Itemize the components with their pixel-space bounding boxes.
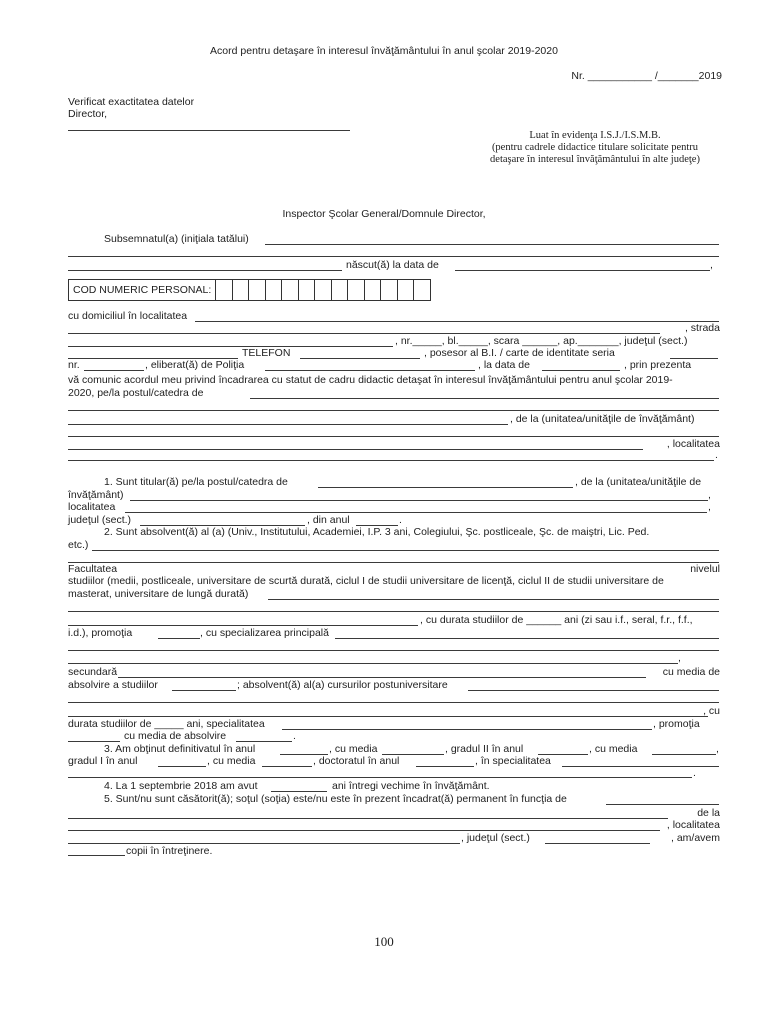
secundara-label: secundară: [68, 666, 118, 678]
doctorate-year-field[interactable]: [416, 766, 474, 767]
promotia2-label: , promoţia: [653, 718, 700, 730]
id-number-field[interactable]: [84, 370, 144, 371]
promotion-field[interactable]: [158, 638, 200, 639]
s3-grad1-label: gradul I în anul: [68, 755, 138, 767]
cnp-box[interactable]: [398, 279, 415, 301]
s3-grad2-label: , gradul II în anul: [445, 743, 524, 755]
nivelul-label: nivelul: [690, 563, 720, 575]
name-continued-field[interactable]: [68, 256, 719, 257]
section1-localitatea-label: localitatea: [68, 501, 116, 513]
acord-text-1: vă comunic acordul meu privind încadrarea cu statut de cadru didactic detaşat în interesul învăţământului pentru anul şcolar 2019-: [68, 374, 673, 386]
school-continued-field[interactable]: [68, 449, 643, 450]
cnp-label: COD NUMERIC PERSONAL:: [68, 279, 216, 301]
postgrad-specialty-field[interactable]: [282, 729, 652, 730]
titular-school-field[interactable]: [130, 500, 708, 501]
s3-specialitatea-label: , în specialitatea: [475, 755, 551, 767]
cnp-box[interactable]: [233, 279, 250, 301]
s3-media1-label: , cu media: [329, 743, 378, 755]
cnp-box[interactable]: [348, 279, 365, 301]
graduation-grade-field[interactable]: [172, 690, 236, 691]
spouse-function-continued-field[interactable]: [68, 818, 668, 819]
form-title: Acord pentru detaşare în interesul învăţământului în anul şcolar 2019-2020: [210, 45, 558, 57]
s3-doctorat-label: , doctoratul în anul: [313, 755, 400, 767]
punctuation: ,: [708, 489, 711, 501]
study-level-last-field[interactable]: [68, 625, 418, 626]
postgrad-grade-field[interactable]: [236, 741, 292, 742]
verify-label: Verificat exactitatea datelor: [68, 96, 195, 108]
verify-director: Director,: [68, 108, 108, 120]
cnp-box[interactable]: [414, 279, 431, 301]
localitatea-label: , localitatea: [666, 438, 720, 450]
subsemnatul-label: Subsemnatul(a) (iniţiala tatălui): [104, 233, 249, 245]
salutation: Inspector Şcolar General/Domnule Director,: [282, 208, 486, 220]
spec-princ-label: , cu specializarea principală: [200, 627, 329, 639]
durata2-label: durata studiilor de _____ ani, specialitatea: [68, 718, 265, 730]
cnp-box[interactable]: [216, 279, 233, 301]
secondary-specialization-field[interactable]: [118, 677, 646, 678]
section1-unit-label: , de la (unitatea/unităţile de: [575, 476, 702, 488]
titular-locality-field[interactable]: [125, 512, 707, 513]
postgraduate-continued-field[interactable]: [68, 702, 719, 703]
main-specialization-last-field[interactable]: [68, 663, 678, 664]
cnp-box[interactable]: [381, 279, 398, 301]
punctuation: .: [293, 730, 296, 742]
titular-post-field[interactable]: [318, 487, 573, 488]
invatamant-label: învăţământ): [68, 489, 124, 501]
registration-number: Nr. ___________ /_______2019: [571, 70, 722, 82]
isj-line-1: Luat în evidenţa I.S.J./I.S.M.B.: [529, 130, 661, 141]
police-field[interactable]: [265, 370, 475, 371]
postuniv-label: ; absolvent(ă) al(a) cursurilor postuniversitare: [237, 679, 448, 691]
grade2-grade-field[interactable]: [652, 754, 716, 755]
nascut-label: născut(ă) la data de: [346, 259, 439, 271]
cnp-box[interactable]: [266, 279, 283, 301]
name-last-field[interactable]: [68, 270, 342, 271]
faculty-field[interactable]: [68, 562, 719, 563]
address-labels: , nr._____, bl._____, scara ______, ap._______, judeţul (sect.): [395, 335, 688, 347]
studii-text-2: masterat, universitare de lungă durată): [68, 588, 249, 600]
de-la-label: de la: [697, 807, 720, 819]
issue-date-field[interactable]: [542, 370, 620, 371]
school-locality-field[interactable]: [68, 460, 714, 461]
doctorate-specialty-continued-field[interactable]: [68, 777, 692, 778]
media-de-label: cu media de: [662, 666, 720, 678]
strada-label: , strada: [684, 322, 720, 334]
section5-localitatea-label: , localitatea: [666, 819, 720, 831]
main-specialization-field[interactable]: [335, 638, 719, 639]
spouse-county-field[interactable]: [545, 843, 650, 844]
spouse-function-field[interactable]: [606, 804, 719, 805]
section4-vechime: ani întregi vechime în învăţământ.: [332, 780, 490, 792]
postgrad-promotion-field[interactable]: [68, 741, 120, 742]
postgraduate-field[interactable]: [468, 690, 719, 691]
etc-label: etc.): [68, 539, 89, 551]
isj-line-2: (pentru cadrele didactice titulare solicitate pentru: [491, 142, 699, 153]
punctuation: .: [399, 514, 402, 526]
spouse-locality-field[interactable]: [68, 843, 460, 844]
am-avem-label: , am/avem: [670, 832, 720, 844]
copii-label: copii în întreţinere.: [126, 845, 213, 857]
birth-date-field[interactable]: [455, 270, 710, 271]
s3-media2-label: , cu media: [589, 743, 638, 755]
absolvire-label: absolvire a studiilor: [68, 679, 158, 691]
s3-media3-label: , cu media: [207, 755, 256, 767]
section2-label: 2. Sunt absolvent(ă) al (a) (Univ., Institutului, Academiei, I.P. 3 ani, Colegiului, Şc. postliceale, Şc. de maiştri, Lic. Ped.: [104, 526, 650, 538]
eliberat-label: , eliberat(ă) de Poliţia: [145, 359, 245, 371]
director-signature-line[interactable]: [68, 130, 350, 131]
domiciliu-label: cu domiciliul în localitatea: [68, 310, 188, 322]
section3-label: 3. Am obţinut definitivatul în anul: [104, 743, 256, 755]
section1-label: 1. Sunt titular(ă) pe/la postul/catedra de: [104, 476, 288, 488]
cnp-box[interactable]: [249, 279, 266, 301]
phone-field[interactable]: [300, 358, 420, 359]
cu-label: , cu: [703, 705, 720, 717]
cnp-box[interactable]: [315, 279, 332, 301]
cnp-box[interactable]: [299, 279, 316, 301]
acord-text-2: 2020, pe/la postul/catedra de: [68, 387, 204, 399]
section1-judetul-label: judeţul (sect.): [68, 514, 132, 526]
data-de-label: , la data de: [478, 359, 530, 371]
cnp-row: [68, 279, 431, 301]
punctuation: ,: [716, 743, 719, 755]
post-last-field[interactable]: [68, 424, 508, 425]
media-abs-label: cu media de absolvire: [124, 730, 227, 742]
postgraduate-last-field[interactable]: [68, 716, 708, 717]
locality-continued-field[interactable]: [68, 333, 660, 334]
facultatea-label: Facultatea: [68, 563, 118, 575]
cnp-box[interactable]: [282, 279, 299, 301]
unitatea-label: , de la (unitatea/unităţile de învăţământ): [510, 413, 695, 425]
institution-field[interactable]: [92, 550, 719, 551]
page-number: 100: [374, 934, 394, 949]
section5-judetul-label: , judeţul (sect.): [461, 832, 530, 844]
cnp-box[interactable]: [365, 279, 382, 301]
section4-label: 4. La 1 septembrie 2018 am avut: [104, 780, 258, 792]
durata-label: , cu durata studiilor de ______ ani (zi sau i.f., seral, f.r., f.f.,: [420, 614, 693, 626]
children-count-field[interactable]: [68, 855, 125, 856]
id-label: i.d.), promoţia: [68, 627, 133, 639]
punctuation: ,: [708, 501, 711, 513]
post-continued-field[interactable]: [68, 410, 719, 411]
punctuation: .: [715, 449, 718, 461]
street-field[interactable]: [68, 346, 393, 347]
cnp-box[interactable]: [332, 279, 349, 301]
isj-line-3: detaşare în interesul învăţământului în alte judeţe): [490, 154, 700, 165]
nr-label: nr.: [68, 359, 80, 371]
name-field[interactable]: [265, 244, 719, 245]
punctuation: ,: [678, 652, 681, 664]
grade1-year-field[interactable]: [158, 766, 206, 767]
school-field[interactable]: [68, 436, 719, 437]
punctuation: ,: [710, 259, 713, 271]
seniority-field[interactable]: [271, 791, 327, 792]
prin-label: , prin prezenta: [624, 359, 692, 371]
grade1-grade-field[interactable]: [262, 766, 312, 767]
telefon-label: TELEFON: [242, 347, 291, 359]
posesor-label: , posesor al B.I. / carte de identitate seria: [424, 347, 615, 359]
studii-text-1: studiilor (medii, postliceale, universitare de scurtă durată, ciclul I de studii universitare de licenţă, ciclul II de studii universitare de: [68, 575, 664, 587]
post-field[interactable]: [250, 398, 719, 399]
main-specialization-continued-field[interactable]: [68, 650, 719, 651]
study-level-field[interactable]: [268, 599, 719, 600]
spouse-workplace-field[interactable]: [68, 830, 660, 831]
study-level-continued-field[interactable]: [68, 611, 719, 612]
section5-label: 5. Sunt/nu sunt căsătorit(ă); soţul (soţia) este/nu este în prezent încadrat(ă) permanent în funcţia de: [104, 793, 567, 805]
din-anul-label: , din anul: [307, 514, 350, 526]
punctuation: .: [693, 767, 696, 779]
